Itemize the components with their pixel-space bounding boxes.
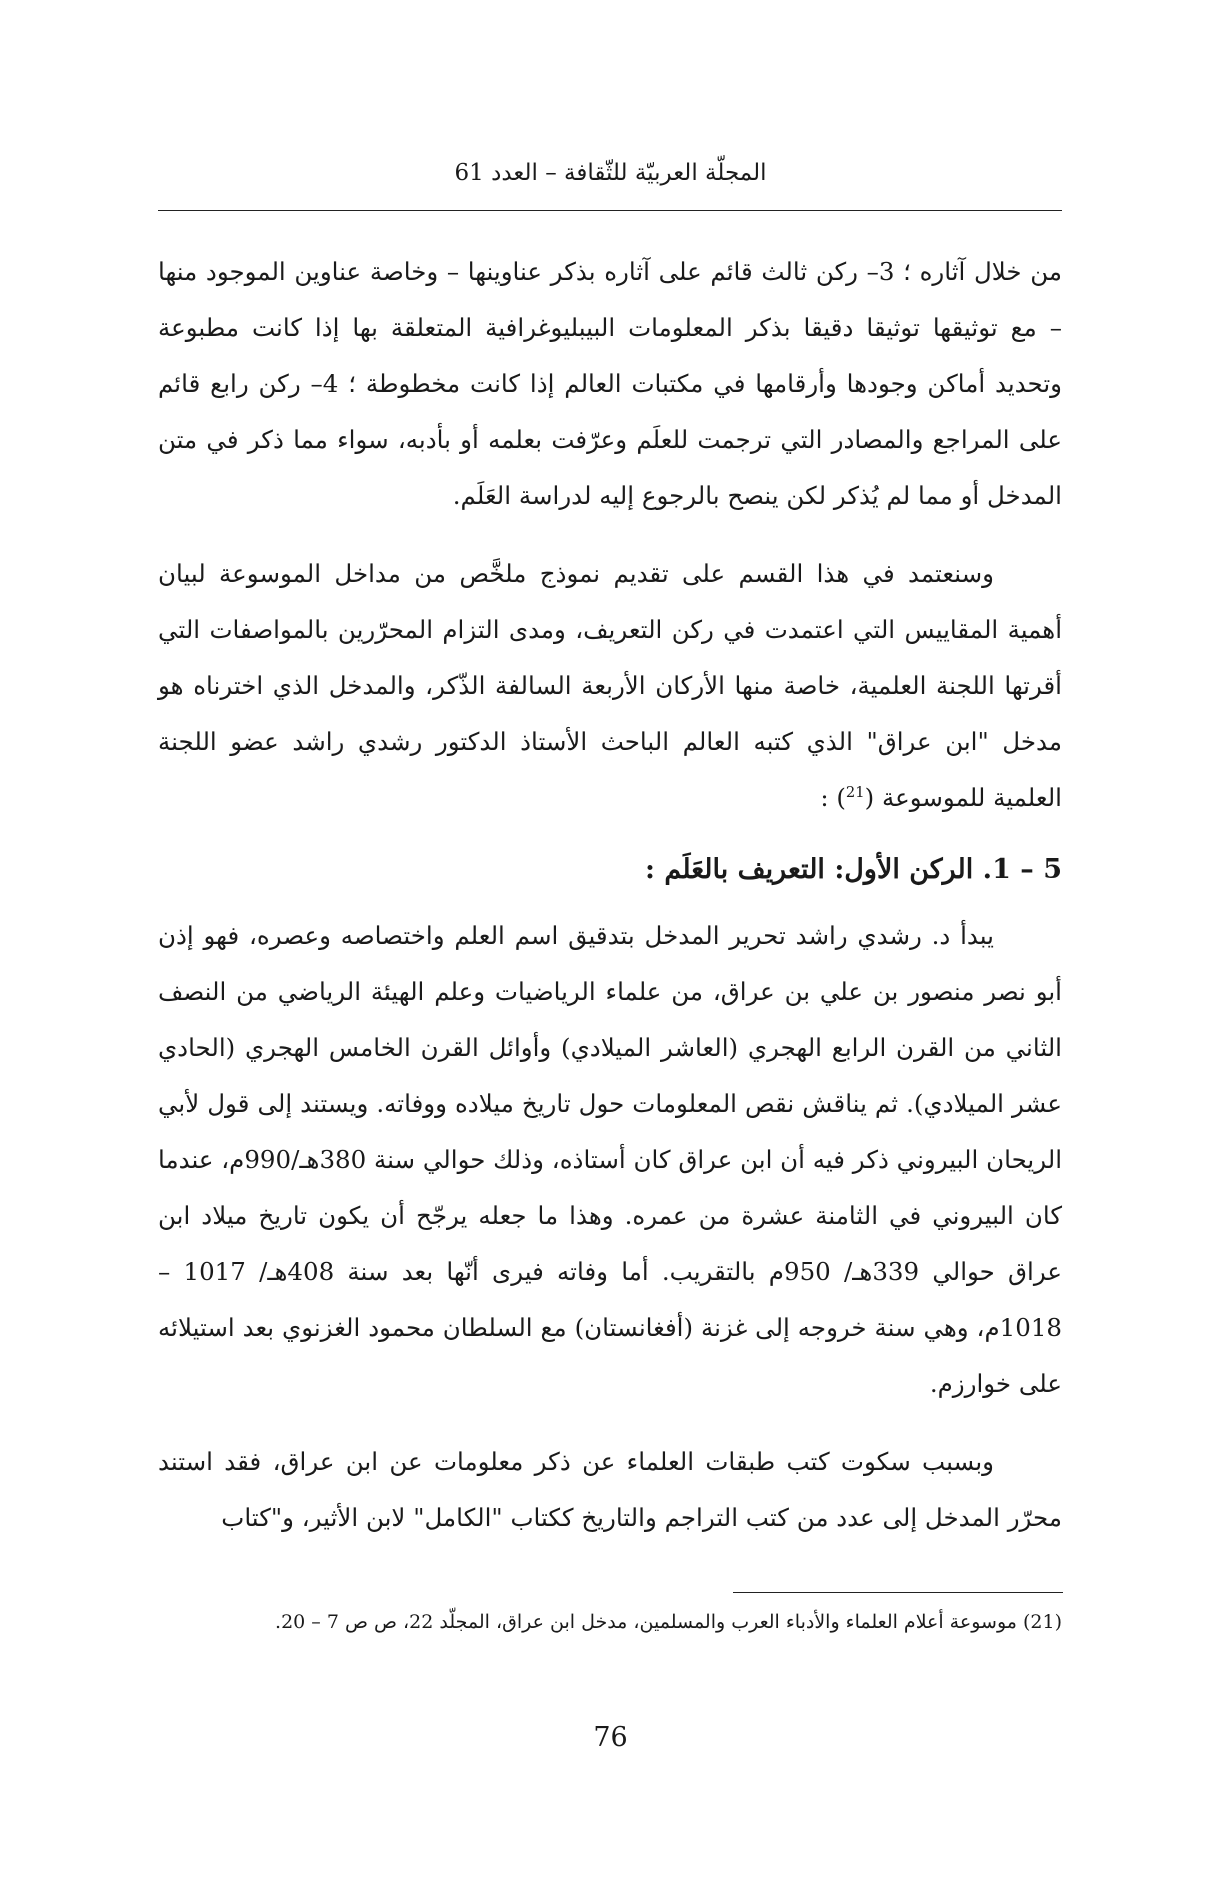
section-heading: 5 – 1. الركن الأول: التعريف بالعَلَم : (645, 854, 1062, 885)
footnote-ref[interactable]: 21 (845, 783, 865, 801)
main-text (158, 244, 1062, 1546)
footnote: (21) موسوعة أعلام العلماء والأدباء العرب والمسلمين، مدخل ابن عراق، المجلّد 22، ص ص 7 – 20. (275, 1611, 1062, 1633)
paragraph-4: وبسبب سكوت كتب طبقات العلماء عن ذكر معلومات عن ابن عراق، فقد استند محرّر المدخل إلى عدد من كتب التراجم والتاريخ ككتاب "الكامل" لابن الأثير، و"كتاب (158, 1447, 1062, 1532)
paragraph-2-text: وسنعتمد في هذا القسم على تقديم نموذج ملخَّص من مداخل الموسوعة لبيان أهمية المقاييس التي اعتمدت في ركن التعريف، ومدى التزام المحرّرين بالمواصفات التي أقرتها اللجنة العلمية، خاصة منها الأركان الأربعة السالفة الذّكر، والمدخل الذي اخترناه هو مدخل "ابن عراق" الذي كتبه العالم الباحث الأستاذ الدكتور رشدي راشد عضو اللجنة العلمية للموسوعة ( (158, 559, 1063, 812)
paragraph-2 (158, 546, 1062, 826)
header-divider (158, 210, 1062, 211)
page-number: 76 (593, 1722, 628, 1753)
footnote-divider (733, 1592, 1063, 1593)
paragraph-3: يبدأ د. رشدي راشد تحرير المدخل بتدقيق اسم العلم واختصاصه وعصره، فهو إذن أبو نصر منصور بن علي بن عراق، من علماء الرياضيات وعلم الهيئة الرياضي من النصف الثاني من القرن الرابع الهجري (العاشر الميلادي) وأوائل القرن الخامس الهجري (الحادي عشر الميلادي). ثم يناقش نقص المعلومات حول تاريخ ميلاده ووفاته. ويستند إلى قول لأبي الريحان البيروني ذكر فيه أن ابن عراق كان أستاذه، وذلك حوالي سنة 380هـ/990م، عندما كان البيروني في الثامنة عشرة من عمره. وهذا ما جعله يرجّح أن يكون تاريخ ميلاد ابن عراق حوالي 339هـ/ 950م بالتقريب. أما وفاته فيرى أنّها بعد سنة 408هـ/ 1017 – 1018م، وهي سنة خروجه إلى غزنة (أفغانستان) مع السلطان محمود الغزنوي بعد استيلائه على خوارزم. (158, 921, 1063, 1398)
paragraph-1: من خلال آثاره ؛ 3– ركن ثالث قائم على آثاره بذكر عناوينها – وخاصة عناوين الموجود منها – مع توثيقها توثيقا دقيقا بذكر المعلومات البيبليوغرافية المتعلقة بها إذا كانت مطبوعة وتحديد أماكن وجودها وأرقامها في مكتبات العالم إذا كانت مخطوطة ؛ 4– ركن رابع قائم على المراجع والمصادر التي ترجمت للعلَم وعرّفت بعلمه أو بأدبه، سواء مما ذكر في متن المدخل أو مما لم يُذكر لكن ينصح بالرجوع إليه لدراسة العَلَم. (158, 257, 1063, 510)
running-header: المجلّة العربيّة للثّقافة – العدد 61 (454, 160, 767, 186)
paragraph-2-tail: ) : (820, 783, 846, 812)
